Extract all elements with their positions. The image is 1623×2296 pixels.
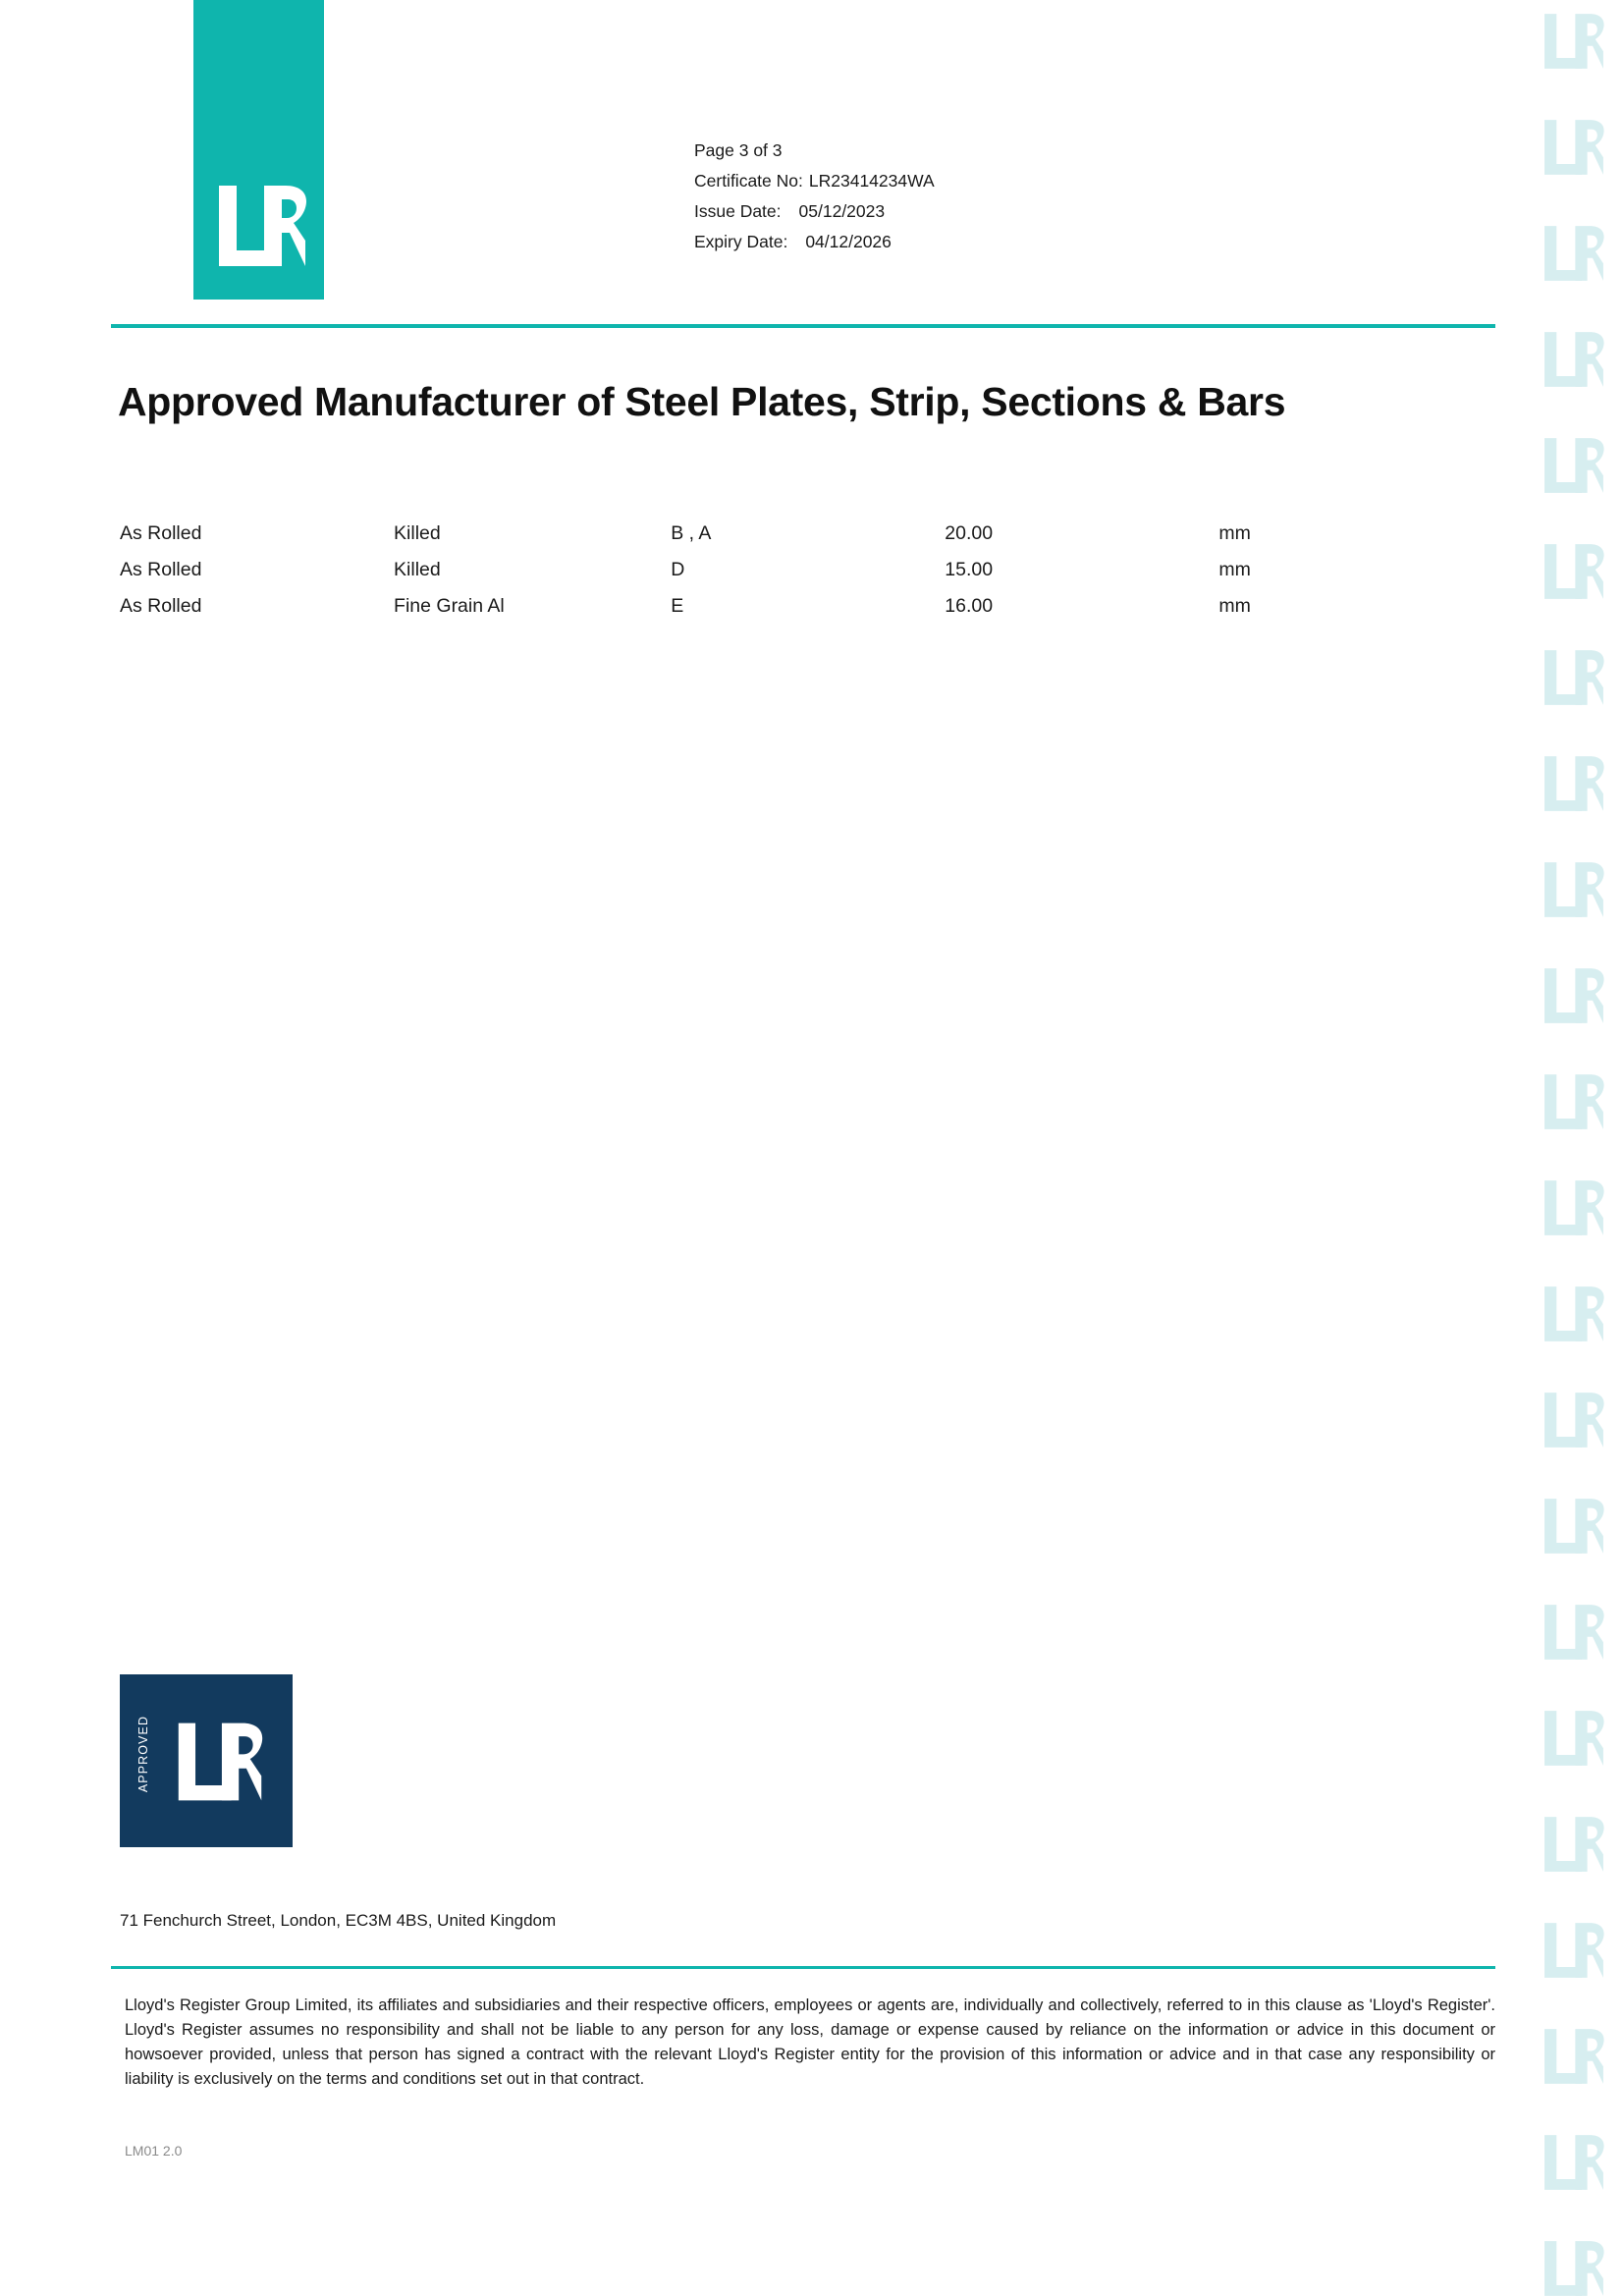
page-title: Approved Manufacturer of Steel Plates, Strip, Sections & Bars bbox=[118, 379, 1286, 425]
header-divider bbox=[111, 324, 1495, 328]
lr-watermark-icon bbox=[1541, 1273, 1607, 1355]
lr-watermark-icon bbox=[1541, 0, 1607, 82]
cell-unit: mm bbox=[1218, 559, 1251, 580]
issue-date-label: Issue Date: bbox=[694, 201, 782, 221]
lr-watermark-icon bbox=[1541, 1379, 1607, 1461]
cell-thickness: 16.00 bbox=[945, 595, 994, 617]
approval-table bbox=[120, 522, 1426, 631]
lr-logo-icon bbox=[173, 1718, 267, 1806]
header-meta bbox=[694, 136, 1146, 257]
cell-thickness: 15.00 bbox=[945, 559, 994, 580]
lr-watermark-icon bbox=[1541, 1061, 1607, 1143]
approved-badge-label: APPROVED bbox=[136, 1715, 150, 1793]
cell-condition: As Rolled bbox=[120, 595, 202, 617]
table-row bbox=[120, 559, 1426, 595]
expiry-date-value: 04/12/2026 bbox=[805, 232, 892, 251]
lr-watermark-icon bbox=[1541, 848, 1607, 931]
expiry-date-row bbox=[694, 227, 1146, 257]
cell-unit: mm bbox=[1218, 595, 1251, 617]
lr-watermark-icon bbox=[1541, 742, 1607, 825]
issue-date-value: 05/12/2023 bbox=[798, 201, 886, 221]
lr-watermark-icon bbox=[1541, 1485, 1607, 1567]
cell-grade: D bbox=[671, 559, 685, 580]
lr-watermark-icon bbox=[1541, 2227, 1607, 2296]
lr-watermark-icon bbox=[1541, 2121, 1607, 2204]
lr-logo-icon bbox=[213, 182, 311, 270]
lr-watermark-icon bbox=[1541, 106, 1607, 189]
lr-watermark-icon bbox=[1541, 212, 1607, 295]
footer-disclaimer: Lloyd's Register Group Limited, its affiliates and subsidiaries and their respective officers, employees or agents are, individually and collectively, referred to in this clause as 'Lloyd's Register'. Lloyd's Register assumes no responsibility and shall not be liable to any person for any loss, damage or expense caused by reliance on the information or advice in this document or howsoever provided, unless that person has signed a contract with the relevant Lloyd's Register entity for the provision of this information or advice and in that case any responsibility or liability is exclusively on the terms and conditions set out in that contract. bbox=[125, 1996, 1495, 2089]
cell-unit: mm bbox=[1218, 522, 1251, 544]
lr-watermark-icon bbox=[1541, 318, 1607, 401]
cell-grade: B , A bbox=[671, 522, 712, 544]
certificate-number-row bbox=[694, 166, 1146, 196]
certificate-number-label: Certificate No: bbox=[694, 171, 803, 191]
lr-watermark-icon bbox=[1541, 424, 1607, 507]
cell-grade: E bbox=[671, 595, 684, 617]
page-number: Page 3 of 3 bbox=[694, 140, 783, 160]
lr-watermark-icon bbox=[1541, 1803, 1607, 1886]
cell-thickness: 20.00 bbox=[945, 522, 994, 544]
footer-divider bbox=[111, 1966, 1495, 1969]
table-row bbox=[120, 595, 1426, 631]
cell-deoxidation: Fine Grain Al bbox=[394, 595, 505, 617]
cell-condition: As Rolled bbox=[120, 522, 202, 544]
lr-watermark-icon bbox=[1541, 1697, 1607, 1779]
cell-deoxidation: Killed bbox=[394, 522, 441, 544]
expiry-date-label: Expiry Date: bbox=[694, 232, 788, 251]
approved-badge bbox=[120, 1674, 293, 1847]
lr-watermark-icon bbox=[1541, 955, 1607, 1037]
lr-watermark-icon bbox=[1541, 1909, 1607, 1992]
lr-watermark-icon bbox=[1541, 636, 1607, 719]
lr-watermark-icon bbox=[1541, 530, 1607, 613]
footer-address: 71 Fenchurch Street, London, EC3M 4BS, United Kingdom bbox=[120, 1911, 557, 1930]
cell-condition: As Rolled bbox=[120, 559, 202, 580]
issue-date-row bbox=[694, 196, 1146, 227]
lr-watermark-icon bbox=[1541, 1591, 1607, 1673]
lr-watermark-icon bbox=[1541, 1167, 1607, 1249]
lr-logo-block bbox=[193, 0, 324, 300]
lr-watermark-icon bbox=[1541, 2015, 1607, 2098]
cell-deoxidation: Killed bbox=[394, 559, 441, 580]
table-row bbox=[120, 522, 1426, 559]
watermark-strip bbox=[1525, 0, 1623, 2296]
document-code: LM01 2.0 bbox=[125, 2143, 183, 2159]
certificate-number-value: LR23414234WA bbox=[808, 171, 935, 191]
